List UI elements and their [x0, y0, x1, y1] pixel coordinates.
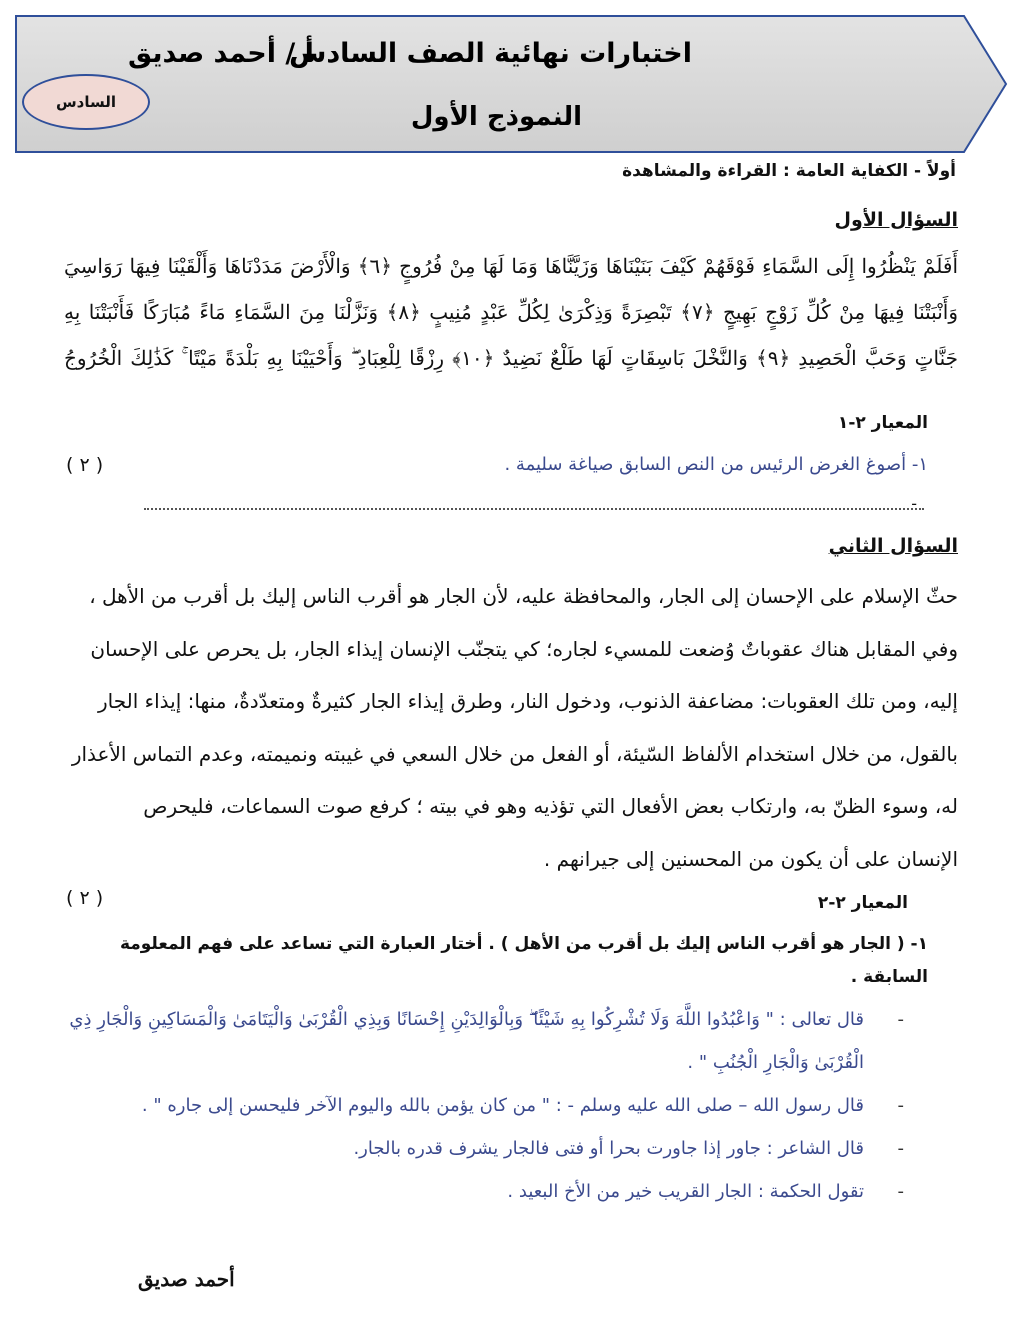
quran-verses	[64, 243, 958, 381]
bullet-dash: -	[897, 1095, 904, 1116]
answer-line[interactable]	[144, 508, 924, 510]
passage-line: حثّ الإسلام على الإحسان إلى الجار، والمحافظة عليه، لأن الجار هو أقرب الناس إليك بل أقرب من الأهل ،	[89, 584, 958, 608]
option-item[interactable]	[58, 1084, 904, 1127]
passage-line: وفي المقابل هناك عقوباتٌ وُضعت للمسيء لجاره؛ كي يتجنّب الإنسان إيذاء الجار، بل يحرص على الإحسان	[90, 636, 958, 661]
bullet-dash: -	[897, 1138, 904, 1159]
teacher-name: أ / أحمد صديق	[128, 38, 314, 69]
question-2-item: ١- ( الجار هو أقرب الناس إليك بل أقرب من الأهل ) . أختار العبارة التي تساعد على فهم المعلومة السابقة .	[119, 934, 928, 987]
passage-line: له، وسوء الظنّ به، وارتكاب بعض الأفعال التي تؤذيه وهو في بيته ؛ كرفع صوت السماعات، فليحرص	[143, 794, 958, 818]
passage-line: الإنسان على أن يكون من المحسنين إلى جيرانهم .	[543, 846, 958, 871]
score-label: ( ٢ )	[66, 454, 104, 476]
score-label: ( ٢ )	[66, 887, 104, 909]
bullet-dash: -	[897, 1009, 904, 1030]
header-banner	[14, 14, 1008, 154]
reading-passage	[56, 570, 958, 885]
verse-line: جَنَّاتٍ وَحَبَّ الْحَصِيدِ ﴿٩﴾ وَالنَّخْلَ بَاسِقَاتٍ لَهَا طَلْعٌ نَضِيدٌ ﴿١٠﴾ رِزْقًا لِلْعِبَادِ ۖ وَأَحْيَيْنَا بِهِ بَلْدَةً مَيْتًا ۚ كَذَٰلِكَ الْخُرُوجُ	[64, 346, 958, 370]
exam-title: اختبارات نهائية الصف السادس	[289, 38, 692, 69]
answer-options	[58, 998, 904, 1213]
question-1-item: ١- أصوغ الغرض الرئيس من النص السابق صياغة سليمة .	[504, 454, 928, 475]
option-item[interactable]	[58, 998, 904, 1084]
verse-line: أَفَلَمْ يَنْظُرُوا إِلَى السَّمَاءِ فَوْقَهُمْ كَيْفَ بَنَيْنَاهَا وَزَيَّنَّاهَا وَمَا لَهَا مِنْ فُرُوجٍ ﴿٦﴾ وَالْأَرْضَ مَدَدْنَاهَا وَأَلْقَيْنَا فِيهَا رَوَاسِيَ	[64, 254, 958, 278]
option-text: قال الشاعر : جاور إذا جاورت بحرا أو فتى فالجار يشرف قدره بالجار.	[353, 1138, 864, 1159]
signature: أحمد صديق	[138, 1267, 235, 1291]
passage-line: بالقول، من خلال استخدام الألفاظ السّيئة، أو الفعل من خلال السعي في غيبته ونميمته، وعدم التماس الأعذار	[71, 741, 958, 766]
question-2-title: السؤال الثاني	[828, 535, 958, 557]
option-text: قال تعالى : " وَاعْبُدُوا اللَّهَ وَلَا تُشْرِكُوا بِهِ شَيْئًا ۖ وَبِالْوَالِدَيْنِ إِحْسَانًا وَبِذِي الْقُرْبَىٰ وَالْيَتَامَىٰ وَالْمَسَاكِينِ وَالْجَارِ ذِي الْقُرْبَىٰ وَالْجَارِ الْجُنُبِ " .	[69, 1009, 864, 1073]
model-subtitle: النموذج الأول	[410, 102, 582, 132]
section-title: أولاً - الكفاية العامة : القراءة والمشاهدة	[622, 161, 956, 181]
option-text: قال رسول الله – صلى الله عليه وسلم - : " من كان يؤمن بالله واليوم الآخر فليحسن إلى جاره " .	[141, 1095, 864, 1116]
answer-dash: -	[911, 494, 917, 513]
passage-line: إليه، ومن تلك العقوبات: مضاعفة الذنوب، ودخول النار، وطرق إيذاء الجار كثيرةٌ ومتعدّدةٌ، منها: إيذاء الجار	[98, 689, 958, 713]
standard-label: المعيار ٢-١	[837, 413, 928, 433]
option-item[interactable]	[58, 1127, 904, 1170]
verse-line: وَأَنْبَتْنَا فِيهَا مِنْ كُلِّ زَوْجٍ بَهِيجٍ ﴿٧﴾ تَبْصِرَةً وَذِكْرَىٰ لِكُلِّ عَبْدٍ مُنِيبٍ ﴿٨﴾ وَنَزَّلْنَا مِنَ السَّمَاءِ مَاءً مُبَارَكًا فَأَنْبَتْنَا بِهِ	[64, 300, 958, 324]
question-1-title: السؤال الأول	[834, 209, 958, 231]
option-text: تقول الحكمة : الجار القريب خير من الأخ البعيد .	[507, 1181, 864, 1202]
grade-badge: السادس	[22, 74, 150, 130]
standard-label: المعيار ٢-٢	[817, 893, 908, 913]
bullet-dash: -	[897, 1181, 904, 1202]
option-item[interactable]	[58, 1170, 904, 1213]
